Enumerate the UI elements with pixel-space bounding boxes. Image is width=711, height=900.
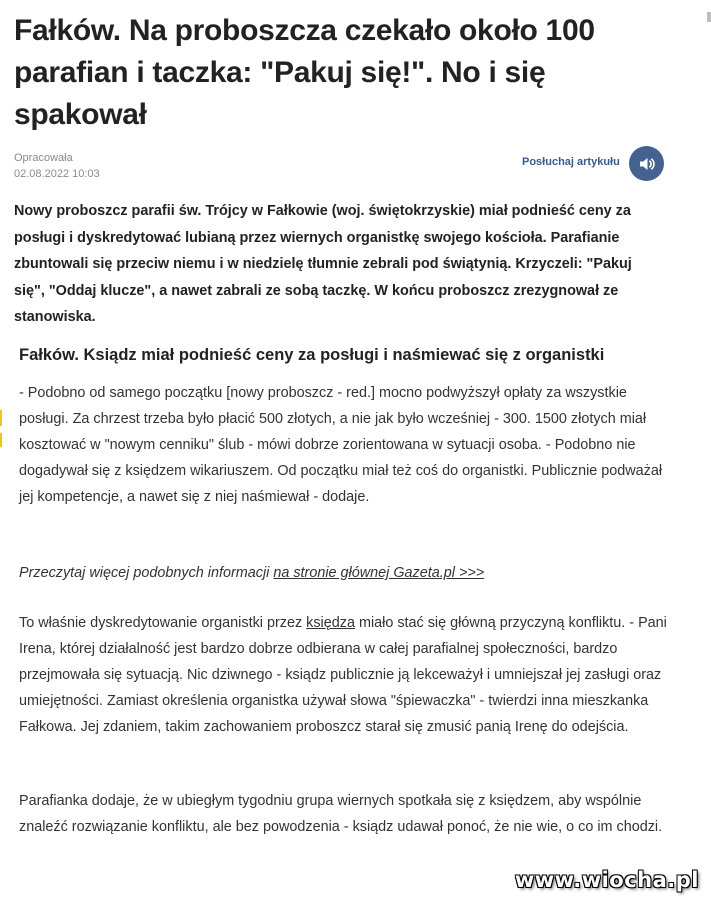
paragraph-4: Parafianka dodaje, że w ubiegłym tygodniu grupa wiernych spotkała się z księdzem, aby wspólnie znaleźć rozwiązanie konfliktu, ale bez powodzenia - ksiądz udawał ponoć, że nie wie, o co im chodzi. xyxy=(19,793,663,835)
read-more-paragraph xyxy=(19,560,679,586)
speaker-icon xyxy=(637,154,657,174)
listen-article-label[interactable]: Posłuchaj artykułu xyxy=(522,156,620,168)
article-title: Fałków. Na proboszcza czekało około 100 parafian i taczka: "Pakuj się!". No i się spakował xyxy=(14,14,595,131)
paragraph-3-end: miało stać się główną przyczyną konfliktu. - Pani Irena, której działalność jest bardzo dobrze odbierana w całej parafialnej społeczności, bardzo przejmowała się sytuacją. Nic dziwnego - ksiądz publicznie ją lekceważył i umniejszał jej zasługi oraz umiejętności. Zamiast określenia organistka używał słowa "śpiewaczka" - twierdzi inna mieszkanka Fałkowa. Jej zdaniem, takim zachowaniem proboszcz starał się zmusić panią Irenę do odejścia. xyxy=(19,615,667,735)
paragraph-1: - Podobno od samego początku [nowy proboszcz - red.] mocno podwyższył opłaty za wszystkie posługi. Za chrzest trzeba było płacić 500 złotych, a nie jak było wcześniej - 300. 1500 złotych miał kosztować w "nowym cenniku" ślub - mówi dobrze zorientowana w sytuacji osoba. - Podobno nie dogadywał się z księdzem wikariuszem. Od początku miał też coś do organistki. Publicznie podważał jej kompetencje, a nawet się z niej naśmiewał - dodaje. xyxy=(19,385,663,505)
article-lead: Nowy proboszcz parafii św. Trójcy w Fałkowie (woj. świętokrzyskie) miał podnieść ceny za posługi i dyskredytować lubianą przez wiernych organistkę swojego kościoła. Parafianie zbuntowali się przeciw niemu i w niedzielę tłumnie zebrali pod świątynią. Krzyczeli: "Pakuj się", "Oddaj klucze", a nawet zabrali ze sobą taczkę. W końcu proboszcz zrezygnował ze stanowiska. xyxy=(14,203,632,325)
publish-date: 02.08.2022 10:03 xyxy=(14,168,100,180)
site-watermark: www.wiocha.pl xyxy=(514,868,699,892)
edge-highlight-mark xyxy=(0,410,2,426)
gazeta-homepage-link[interactable]: na stronie głównej Gazeta.pl >>> xyxy=(273,565,485,581)
byline-label: Opracowała xyxy=(14,152,73,164)
edge-highlight-mark xyxy=(0,433,2,447)
priest-tag-link[interactable]: księdza xyxy=(306,615,355,631)
read-more-text: Przeczytaj więcej podobnych informacji xyxy=(19,565,274,581)
paragraph-3 xyxy=(19,610,679,740)
article-subheading: Fałków. Ksiądz miał podnieść ceny za posługi i naśmiewać się z organistki xyxy=(19,346,605,364)
byline xyxy=(14,150,100,182)
listen-article-button[interactable] xyxy=(629,146,664,181)
scrollbar-thumb[interactable] xyxy=(707,12,711,22)
paragraph-3-start: To właśnie dyskredytowanie organistki przez xyxy=(19,615,307,631)
